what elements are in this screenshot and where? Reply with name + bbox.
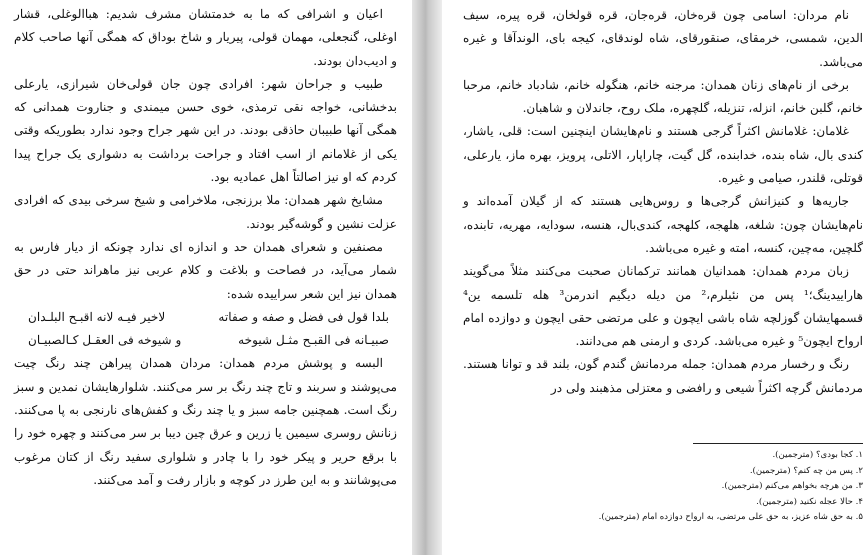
footnote-divider <box>693 443 863 444</box>
paragraph-mens-names: نام مردان: اسامی چون قره‌خان، قره‌جان، قره قولخان، قره پیره، سیف الدین، شمسی، خرمقای، صنقورقای، شاه لوندقای، کیجه بای، الوندآقا و غیره می‌باشد. <box>463 8 863 69</box>
paragraph-physicians: طبیب و جراحان شهر: افرادی چون جان قولی‌خان شیرازی، یارعلی بدخشانی، خواجه نقی ترمذی، خوی حسن میمندی و جناروت همدانی که همگی آنها طبیبان حاذقی بودند. در این شهر جراح وجود ندارد بطوریکه وقتی یکی از غلامانم از اسب افتاد و جراحت برداشت به دشواری یک جراح پیدا کردم که او نیز اصالتاً اهل عمادیه بود. <box>14 76 397 185</box>
left-page-text <box>14 3 397 492</box>
paragraph-maids: جاریه‌ها و کنیزانش گرجی‌ها و روس‌هایی هستند که از گیلان آمده‌اند و نام‌هایشان چون: شلغه، هلهجه، کلهجه، کندی‌بال، هنسه، سودایه، مهریه، تابنده، گلچین، مه‌چین، کنسه، امته و غیره می‌باشد. <box>463 194 863 255</box>
poem-line <box>14 306 397 329</box>
right-page <box>442 0 864 555</box>
poem-line <box>14 329 397 352</box>
arabic-poem <box>14 306 397 353</box>
poem-hemistich-second: و شیوخه فی العقـل کـالصبیـان <box>28 333 182 348</box>
left-page <box>0 0 412 555</box>
book-gutter <box>412 0 442 555</box>
poem-hemistich-first: صبیـانه فی القبـح مثـل شیوخه <box>238 333 389 348</box>
paragraph-poets: مصنفین و شعرای همدان حد و اندازه ای ندارد چونکه از دیار فارس به شمار می‌آید، در فصاحت و بلاغت و کلام عربی نیز ماهراند حتی در حق همدان نیز این شعر سراییده شده: <box>14 239 397 301</box>
paragraph-sheikhs: مشایخ شهر همدان: ملا برزنجی، ملاخرامی و شیخ سرخی بیدی که افرادی عزلت نشین و گوشه‌گیر بودند. <box>14 193 397 231</box>
footnote-1: ۱. کجا بودی؟ (مترجمین). <box>772 450 863 460</box>
footnote-4: ۴. حالا عجله نکنید (مترجمین). <box>756 496 863 507</box>
footnote-5: ۵. به حق شاه عزیز، به حق علی مرتضی، به ارواح دوازده امام (مترجمین). <box>598 512 863 523</box>
footnote-2: ۲. پس من چه کنم؟ (مترجمین). <box>749 465 863 476</box>
poem-hemistich-first: بلدا قول فی فضل و صفه و صفاته <box>218 309 389 324</box>
paragraph-nobles: اعیان و اشرافی که ما به خدمتشان مشرف شدیم: هباالوغلی، قشار اوغلی، گنجعلی، مهمان قولی، پیریار و شاخ بوداق که همگی آنها صاحب کلام و ادیب‌دان بودند. <box>14 7 397 68</box>
paragraph-complexion: رنگ و رخسار مردم همدان: جمله مردمانش گندم گون، بلند قد و توانا هستند. مردمانش گرچه اکثراً شیعی و رافضی و معتزلی مذهبند ولی در <box>463 357 863 395</box>
paragraph-servants: غلامان: غلامانش اکثراً گرجی هستند و نام‌هایشان اینچنین است: قلی، یاشار، کندی بال، شاه بنده، خدابنده، گل گیت، چاراپار، الاتلی، پرویز، بهره ماز، یارعلی، قوتلی، قلندر، صیامی و غیره. <box>463 124 863 186</box>
paragraph-language: زبان مردم همدان: همدانیان همانند ترکمانان صحبت می‌کنند مثلاً می‌گویند هاراییدینگ؛¹ پس من نئیلرم،² من دیله دیگیم اندرمن³ هله تلسمه ین⁴ قسمهایشان گوزلچه شاه باشی ایچون و علی مرتضی حقی ایچون و دوازده امام ارواح ایچون⁵ و غیره می‌باشد. کردی و ارمنی هم می‌دانند. <box>463 264 864 349</box>
right-page-text <box>463 4 863 400</box>
paragraph-womens-names: برخی از نام‌های زنان همدان: مرجنه خانم، هنگوله خانم، شادباد خانم، مرحبا خانم، گلبن خانم، انزله، تنزیله، گلچهره، ملک روح، جاندلان و شاهبان. <box>463 77 863 116</box>
paragraph-clothing: البسه و پوشش مردم همدان: مردان همدان پیراهن چند رنگ چیت می‌پوشند و سربند و تاج چند رنگ بر سر می‌کنند. شلوارهایشان نمدین و سبز رنگ است. همچنین جامه سبز و یا چند رنگ و کفش‌های نارنجی به پا می‌کنند. زنانش روسری سیمین یا زرین و عرق چین دیبا بر سر می‌کنند و چهره خود را با برقع حریر و پیکر خود را با چادر و شلواری سفید رنگ از کتان مرغوب می‌پوشانند و به این طرز در کوچه و بازار رفت و آمد می‌کنند. <box>14 356 397 487</box>
footnote-3: ۳. من هرچه بخواهم می‌کنم (مترجمین). <box>721 481 863 492</box>
footnotes <box>463 443 863 526</box>
poem-hemistich-second: لاخیر فیـه لانه اقبـح البلـدان <box>28 309 166 324</box>
